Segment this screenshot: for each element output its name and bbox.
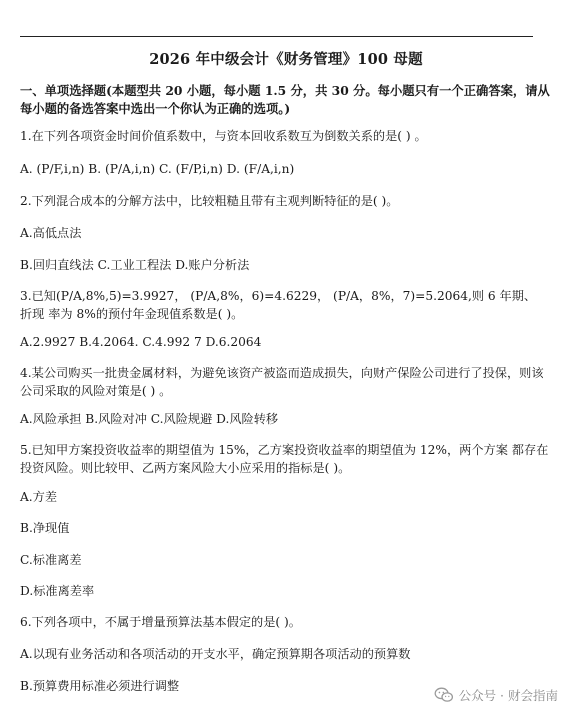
header-rule bbox=[20, 36, 533, 37]
question-4-stem: 4.某公司购买一批贵金属材料，为避免该资产被盗而造成损失，向财产保险公司进行了投保，则该公司采取的风险对策是( ) 。 bbox=[20, 366, 544, 398]
question-2-options-bcd: B.回归直线法 C.工业工程法 D.账户分析法 bbox=[20, 258, 250, 272]
question-3-stem: 3.已知(P/A,8%,5)=3.9927， (P/A,8%，6)=4.6229， (P/A，8%，7)=5.2064,则 6 年期、折现 率为 8%的预付年金现值系数是( )。 bbox=[20, 289, 537, 321]
question-5-option-d: D.标准离差率 bbox=[20, 584, 95, 598]
question-6-option-a: A.以现有业务活动和各项活动的开支水平，确定预算期各项活动的预算数 bbox=[20, 647, 411, 661]
question-2-option-a: A.高低点法 bbox=[20, 226, 82, 240]
watermark bbox=[434, 686, 558, 704]
question-5-option-c: C.标准离差 bbox=[20, 553, 82, 567]
question-3-options: A.2.9927 B.4.2064. C.4.992 7 D.6.2064 bbox=[20, 335, 262, 349]
question-6-stem: 6.下列各项中，不属于增量预算法基本假定的是( )。 bbox=[20, 615, 301, 629]
question-4-options: A.风险承担 B.风险对冲 C.风险规避 D.风险转移 bbox=[20, 412, 279, 426]
question-1-options: A. (P/F,i,n) B. (P/A,i,n) C. (F/P,i,n) D. (F/A,i,n) bbox=[20, 162, 295, 176]
question-5-stem: 5.已知甲方案投资收益率的期望值为 15%，乙方案投资收益率的期望值为 12%，两个方案 都存在投资风险。则比较甲、乙两方案风险大小应采用的指标是( )。 bbox=[20, 443, 549, 475]
question-5-option-b: B.净现值 bbox=[20, 521, 70, 535]
question-2-stem: 2.下列混合成本的分解方法中，比较粗糙且带有主观判断特征的是( )。 bbox=[20, 194, 399, 208]
section-heading: 一、单项选择题(本题型共 20 小题，每小题 1.5 分，共 30 分。每小题只有一个正确答案，请从每小题的备选答案中选出一个你认为正确的选项。) bbox=[20, 83, 550, 116]
question-1-stem: 1.在下列各项资金时间价值系数中，与资本回收系数互为倒数关系的是( ) 。 bbox=[20, 129, 427, 143]
question-6-option-b: B.预算费用标准必须进行调整 bbox=[20, 679, 180, 693]
wechat-icon bbox=[434, 687, 454, 703]
watermark-text: 公众号 · 财会指南 bbox=[458, 688, 558, 703]
question-5-option-a: A.方差 bbox=[20, 490, 58, 504]
document-title: 2026 年中级会计《财务管理》100 母题 bbox=[149, 51, 423, 68]
